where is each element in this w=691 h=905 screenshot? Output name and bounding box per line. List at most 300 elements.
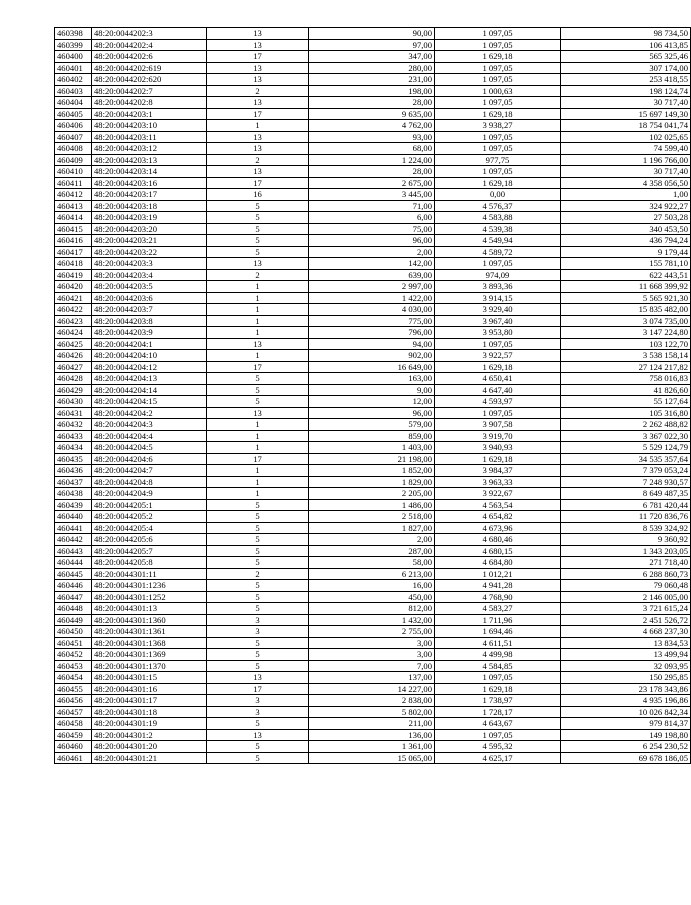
row-id-cell: 460449 [55,614,92,626]
category-code-cell: 17 [207,108,309,120]
cadastral-number-cell: 48:20:0044204:3 [92,419,207,431]
cadastral-value-cell: 15 697 149,30 [561,108,691,120]
category-code-cell: 1 [207,120,309,132]
cadastral-value-cell: 13 834,53 [561,637,691,649]
table-row [55,108,691,120]
cadastral-number-cell: 48:20:0044301:19 [92,718,207,730]
unit-rate-cell: 3 919,70 [435,430,561,442]
category-code-cell: 13 [207,62,309,74]
cadastral-number-cell: 48:20:0044204:7 [92,465,207,477]
cadastral-number-cell: 48:20:0044203:9 [92,327,207,339]
table-row [55,430,691,442]
area-cell: 1 827,00 [309,522,435,534]
area-cell: 3,00 [309,649,435,661]
table-row [55,511,691,523]
area-cell: 198,00 [309,85,435,97]
cadastral-number-cell: 48:20:0044203:17 [92,189,207,201]
cadastral-value-table [54,27,691,764]
cadastral-number-cell: 48:20:0044204:14 [92,384,207,396]
cadastral-value-cell: 979 814,37 [561,718,691,730]
category-code-cell: 17 [207,361,309,373]
category-code-cell: 5 [207,373,309,385]
cadastral-value-cell: 103 122,70 [561,338,691,350]
table-row [55,614,691,626]
cadastral-number-cell: 48:20:0044301:21 [92,752,207,764]
row-id-cell: 460422 [55,304,92,316]
unit-rate-cell: 1 097,05 [435,97,561,109]
cadastral-value-cell: 4 668 237,30 [561,626,691,638]
row-id-cell: 460410 [55,166,92,178]
area-cell: 94,00 [309,338,435,350]
row-id-cell: 460430 [55,396,92,408]
unit-rate-cell: 1 728,17 [435,706,561,718]
row-id-cell: 460413 [55,200,92,212]
table-row [55,407,691,419]
unit-rate-cell: 1 629,18 [435,683,561,695]
row-id-cell: 460415 [55,223,92,235]
cadastral-value-cell: 4 935 196,86 [561,695,691,707]
row-id-cell: 460399 [55,39,92,51]
cadastral-value-cell: 198 124,74 [561,85,691,97]
category-code-cell: 5 [207,522,309,534]
cadastral-value-cell: 271 718,40 [561,557,691,569]
table-row [55,396,691,408]
table-row [55,166,691,178]
table-row [55,361,691,373]
unit-rate-cell: 1 629,18 [435,361,561,373]
cadastral-value-cell: 34 535 357,64 [561,453,691,465]
cadastral-number-cell: 48:20:0044204:12 [92,361,207,373]
category-code-cell: 1 [207,304,309,316]
cadastral-value-cell: 4 358 056,50 [561,177,691,189]
row-id-cell: 460444 [55,557,92,569]
area-cell: 2 518,00 [309,511,435,523]
unit-rate-cell: 1 629,18 [435,51,561,63]
row-id-cell: 460448 [55,603,92,615]
area-cell: 28,00 [309,166,435,178]
cadastral-value-cell: 150 295,85 [561,672,691,684]
unit-rate-cell: 4 595,32 [435,741,561,753]
cadastral-number-cell: 48:20:0044203:11 [92,131,207,143]
cadastral-value-cell: 41 826,60 [561,384,691,396]
table-row [55,304,691,316]
cadastral-number-cell: 48:20:0044204:10 [92,350,207,362]
table-row [55,718,691,730]
table-row [55,143,691,155]
unit-rate-cell: 1 097,05 [435,28,561,40]
row-id-cell: 460450 [55,626,92,638]
table-row [55,373,691,385]
area-cell: 6 213,00 [309,568,435,580]
unit-rate-cell: 3 984,37 [435,465,561,477]
category-code-cell: 5 [207,511,309,523]
area-cell: 2 838,00 [309,695,435,707]
row-id-cell: 460434 [55,442,92,454]
row-id-cell: 460406 [55,120,92,132]
unit-rate-cell: 977,75 [435,154,561,166]
unit-rate-cell: 1 000,63 [435,85,561,97]
category-code-cell: 13 [207,672,309,684]
cadastral-value-cell: 155 781,10 [561,258,691,270]
unit-rate-cell: 4 549,94 [435,235,561,247]
table-row [55,591,691,603]
table-row [55,683,691,695]
table-row [55,189,691,201]
area-cell: 287,00 [309,545,435,557]
cadastral-value-cell: 7 379 053,24 [561,465,691,477]
area-cell: 136,00 [309,729,435,741]
table-row [55,315,691,327]
row-id-cell: 460438 [55,488,92,500]
cadastral-number-cell: 48:20:0044202:3 [92,28,207,40]
row-id-cell: 460405 [55,108,92,120]
unit-rate-cell: 4 643,67 [435,718,561,730]
area-cell: 231,00 [309,74,435,86]
area-cell: 1 829,00 [309,476,435,488]
unit-rate-cell: 1 097,05 [435,39,561,51]
area-cell: 6,00 [309,212,435,224]
cadastral-value-cell: 69 678 186,05 [561,752,691,764]
cadastral-number-cell: 48:20:0044203:14 [92,166,207,178]
row-id-cell: 460460 [55,741,92,753]
row-id-cell: 460427 [55,361,92,373]
area-cell: 902,00 [309,350,435,362]
category-code-cell: 1 [207,350,309,362]
row-id-cell: 460436 [55,465,92,477]
area-cell: 775,00 [309,315,435,327]
table-row [55,51,691,63]
category-code-cell: 3 [207,706,309,718]
cadastral-value-cell: 13 499,94 [561,649,691,661]
area-cell: 1 432,00 [309,614,435,626]
area-cell: 4 762,00 [309,120,435,132]
category-code-cell: 5 [207,752,309,764]
cadastral-number-cell: 48:20:0044203:19 [92,212,207,224]
table-row [55,327,691,339]
area-cell: 163,00 [309,373,435,385]
row-id-cell: 460439 [55,499,92,511]
unit-rate-cell: 4 680,46 [435,534,561,546]
cadastral-value-cell: 15 835 482,00 [561,304,691,316]
cadastral-number-cell: 48:20:0044205:4 [92,522,207,534]
unit-rate-cell: 1 097,05 [435,166,561,178]
area-cell: 15 065,00 [309,752,435,764]
category-code-cell: 13 [207,258,309,270]
row-id-cell: 460455 [55,683,92,695]
cadastral-value-cell: 3 367 022,30 [561,430,691,442]
cadastral-value-cell: 149 198,80 [561,729,691,741]
cadastral-value-cell: 324 922,27 [561,200,691,212]
table-row [55,258,691,270]
cadastral-number-cell: 48:20:0044301:18 [92,706,207,718]
area-cell: 1 422,00 [309,292,435,304]
cadastral-value-cell: 758 016,83 [561,373,691,385]
category-code-cell: 1 [207,488,309,500]
cadastral-number-cell: 48:20:0044205:1 [92,499,207,511]
category-code-cell: 5 [207,603,309,615]
cadastral-number-cell: 48:20:0044203:1 [92,108,207,120]
row-id-cell: 460456 [55,695,92,707]
unit-rate-cell: 3 953,80 [435,327,561,339]
unit-rate-cell: 1 097,05 [435,407,561,419]
cadastral-value-cell: 30 717,40 [561,166,691,178]
cadastral-number-cell: 48:20:0044202:620 [92,74,207,86]
cadastral-value-cell: 10 026 842,34 [561,706,691,718]
area-cell: 1 403,00 [309,442,435,454]
cadastral-number-cell: 48:20:0044301:1361 [92,626,207,638]
category-code-cell: 2 [207,269,309,281]
row-id-cell: 460416 [55,235,92,247]
row-id-cell: 460461 [55,752,92,764]
category-code-cell: 1 [207,315,309,327]
category-code-cell: 13 [207,74,309,86]
unit-rate-cell: 4 576,37 [435,200,561,212]
cadastral-value-cell: 5 529 124,79 [561,442,691,454]
cadastral-number-cell: 48:20:0044301:16 [92,683,207,695]
table-row [55,568,691,580]
row-id-cell: 460428 [55,373,92,385]
cadastral-number-cell: 48:20:0044203:22 [92,246,207,258]
cadastral-number-cell: 48:20:0044203:7 [92,304,207,316]
area-cell: 28,00 [309,97,435,109]
row-id-cell: 460457 [55,706,92,718]
category-code-cell: 2 [207,85,309,97]
row-id-cell: 460409 [55,154,92,166]
table-row [55,706,691,718]
unit-rate-cell: 4 941,28 [435,580,561,592]
unit-rate-cell: 3 967,40 [435,315,561,327]
cadastral-number-cell: 48:20:0044205:7 [92,545,207,557]
area-cell: 639,00 [309,269,435,281]
cadastral-value-cell: 565 325,46 [561,51,691,63]
cadastral-number-cell: 48:20:0044301:13 [92,603,207,615]
cadastral-number-cell: 48:20:0044301:20 [92,741,207,753]
cadastral-number-cell: 48:20:0044301:1236 [92,580,207,592]
cadastral-value-cell: 622 443,51 [561,269,691,281]
row-id-cell: 460452 [55,649,92,661]
row-id-cell: 460417 [55,246,92,258]
category-code-cell: 1 [207,430,309,442]
category-code-cell: 5 [207,741,309,753]
category-code-cell: 5 [207,235,309,247]
table-row [55,200,691,212]
area-cell: 7,00 [309,660,435,672]
area-cell: 2 997,00 [309,281,435,293]
area-cell: 796,00 [309,327,435,339]
category-code-cell: 5 [207,396,309,408]
category-code-cell: 5 [207,557,309,569]
unit-rate-cell: 3 938,27 [435,120,561,132]
unit-rate-cell: 4 650,41 [435,373,561,385]
row-id-cell: 460411 [55,177,92,189]
cadastral-number-cell: 48:20:0044301:15 [92,672,207,684]
table-row [55,384,691,396]
category-code-cell: 5 [207,649,309,661]
row-id-cell: 460402 [55,74,92,86]
unit-rate-cell: 1 097,05 [435,258,561,270]
row-id-cell: 460425 [55,338,92,350]
row-id-cell: 460453 [55,660,92,672]
category-code-cell: 5 [207,499,309,511]
category-code-cell: 17 [207,683,309,695]
table-row [55,28,691,40]
table-row [55,557,691,569]
area-cell: 1 361,00 [309,741,435,753]
row-id-cell: 460398 [55,28,92,40]
cadastral-value-cell: 7 248 930,57 [561,476,691,488]
table-row [55,85,691,97]
row-id-cell: 460443 [55,545,92,557]
category-code-cell: 3 [207,614,309,626]
category-code-cell: 17 [207,177,309,189]
cadastral-number-cell: 48:20:0044203:18 [92,200,207,212]
cadastral-value-cell: 3 721 615,24 [561,603,691,615]
table-row [55,488,691,500]
area-cell: 75,00 [309,223,435,235]
cadastral-value-cell: 30 717,40 [561,97,691,109]
cadastral-value-cell: 18 754 041,74 [561,120,691,132]
area-cell: 211,00 [309,718,435,730]
unit-rate-cell: 4 563,54 [435,499,561,511]
area-cell: 71,00 [309,200,435,212]
area-cell: 58,00 [309,557,435,569]
category-code-cell: 1 [207,442,309,454]
category-code-cell: 1 [207,465,309,477]
category-code-cell: 13 [207,97,309,109]
cadastral-number-cell: 48:20:0044202:8 [92,97,207,109]
area-cell: 1 486,00 [309,499,435,511]
cadastral-value-cell: 98 734,50 [561,28,691,40]
unit-rate-cell: 3 940,93 [435,442,561,454]
cadastral-number-cell: 48:20:0044203:3 [92,258,207,270]
cadastral-number-cell: 48:20:0044202:6 [92,51,207,63]
category-code-cell: 13 [207,39,309,51]
cadastral-value-cell: 32 093,95 [561,660,691,672]
cadastral-value-cell: 105 316,80 [561,407,691,419]
row-id-cell: 460414 [55,212,92,224]
area-cell: 12,00 [309,396,435,408]
table-row [55,246,691,258]
unit-rate-cell: 1 097,05 [435,143,561,155]
category-code-cell: 17 [207,51,309,63]
table-row [55,235,691,247]
category-code-cell: 5 [207,591,309,603]
table-row [55,499,691,511]
area-cell: 2,00 [309,534,435,546]
area-cell: 142,00 [309,258,435,270]
cadastral-value-cell: 79 060,48 [561,580,691,592]
cadastral-value-cell: 307 174,00 [561,62,691,74]
category-code-cell: 5 [207,534,309,546]
unit-rate-cell: 4 539,38 [435,223,561,235]
area-cell: 812,00 [309,603,435,615]
row-id-cell: 460412 [55,189,92,201]
table-row [55,453,691,465]
table-row [55,177,691,189]
area-cell: 1 224,00 [309,154,435,166]
table-row [55,120,691,132]
table-row [55,223,691,235]
row-id-cell: 460424 [55,327,92,339]
cadastral-number-cell: 48:20:0044301:2 [92,729,207,741]
cadastral-value-cell: 5 565 921,30 [561,292,691,304]
cadastral-number-cell: 48:20:0044205:2 [92,511,207,523]
row-id-cell: 460400 [55,51,92,63]
cadastral-number-cell: 48:20:0044203:20 [92,223,207,235]
cadastral-number-cell: 48:20:0044202:7 [92,85,207,97]
cadastral-value-cell: 1 343 203,05 [561,545,691,557]
row-id-cell: 460423 [55,315,92,327]
area-cell: 5 802,00 [309,706,435,718]
unit-rate-cell: 4 680,15 [435,545,561,557]
cadastral-number-cell: 48:20:0044203:8 [92,315,207,327]
cadastral-number-cell: 48:20:0044203:10 [92,120,207,132]
cadastral-value-cell: 23 178 343,86 [561,683,691,695]
row-id-cell: 460445 [55,568,92,580]
category-code-cell: 5 [207,580,309,592]
cadastral-value-cell: 8 539 324,92 [561,522,691,534]
cadastral-number-cell: 48:20:0044203:16 [92,177,207,189]
table-row [55,603,691,615]
unit-rate-cell: 4 654,82 [435,511,561,523]
row-id-cell: 460435 [55,453,92,465]
table-row [55,74,691,86]
row-id-cell: 460440 [55,511,92,523]
row-id-cell: 460419 [55,269,92,281]
cadastral-value-cell: 6 254 230,52 [561,741,691,753]
cadastral-value-cell: 340 453,50 [561,223,691,235]
cadastral-number-cell: 48:20:0044202:619 [92,62,207,74]
category-code-cell: 5 [207,200,309,212]
cadastral-number-cell: 48:20:0044301:11 [92,568,207,580]
area-cell: 280,00 [309,62,435,74]
table-row [55,741,691,753]
unit-rate-cell: 1 012,21 [435,568,561,580]
cadastral-value-cell: 3 074 735,00 [561,315,691,327]
category-code-cell: 5 [207,718,309,730]
cadastral-number-cell: 48:20:0044203:21 [92,235,207,247]
unit-rate-cell: 4 589,72 [435,246,561,258]
unit-rate-cell: 4 584,85 [435,660,561,672]
category-code-cell: 13 [207,729,309,741]
category-code-cell: 1 [207,419,309,431]
category-code-cell: 1 [207,281,309,293]
unit-rate-cell: 4 625,17 [435,752,561,764]
category-code-cell: 5 [207,223,309,235]
category-code-cell: 13 [207,407,309,419]
cadastral-value-cell: 1 196 766,00 [561,154,691,166]
cadastral-number-cell: 48:20:0044204:6 [92,453,207,465]
area-cell: 1 852,00 [309,465,435,477]
cadastral-value-cell: 27 124 217,82 [561,361,691,373]
table-row [55,752,691,764]
table-row [55,97,691,109]
table-row [55,442,691,454]
unit-rate-cell: 1 097,05 [435,672,561,684]
table-row [55,292,691,304]
cadastral-number-cell: 48:20:0044301:1368 [92,637,207,649]
unit-rate-cell: 0,00 [435,189,561,201]
row-id-cell: 460429 [55,384,92,396]
category-code-cell: 2 [207,154,309,166]
unit-rate-cell: 4 583,27 [435,603,561,615]
cadastral-value-cell: 55 127,64 [561,396,691,408]
cadastral-value-cell: 102 025,65 [561,131,691,143]
category-code-cell: 1 [207,476,309,488]
row-id-cell: 460431 [55,407,92,419]
row-id-cell: 460442 [55,534,92,546]
cadastral-value-cell: 106 413,85 [561,39,691,51]
